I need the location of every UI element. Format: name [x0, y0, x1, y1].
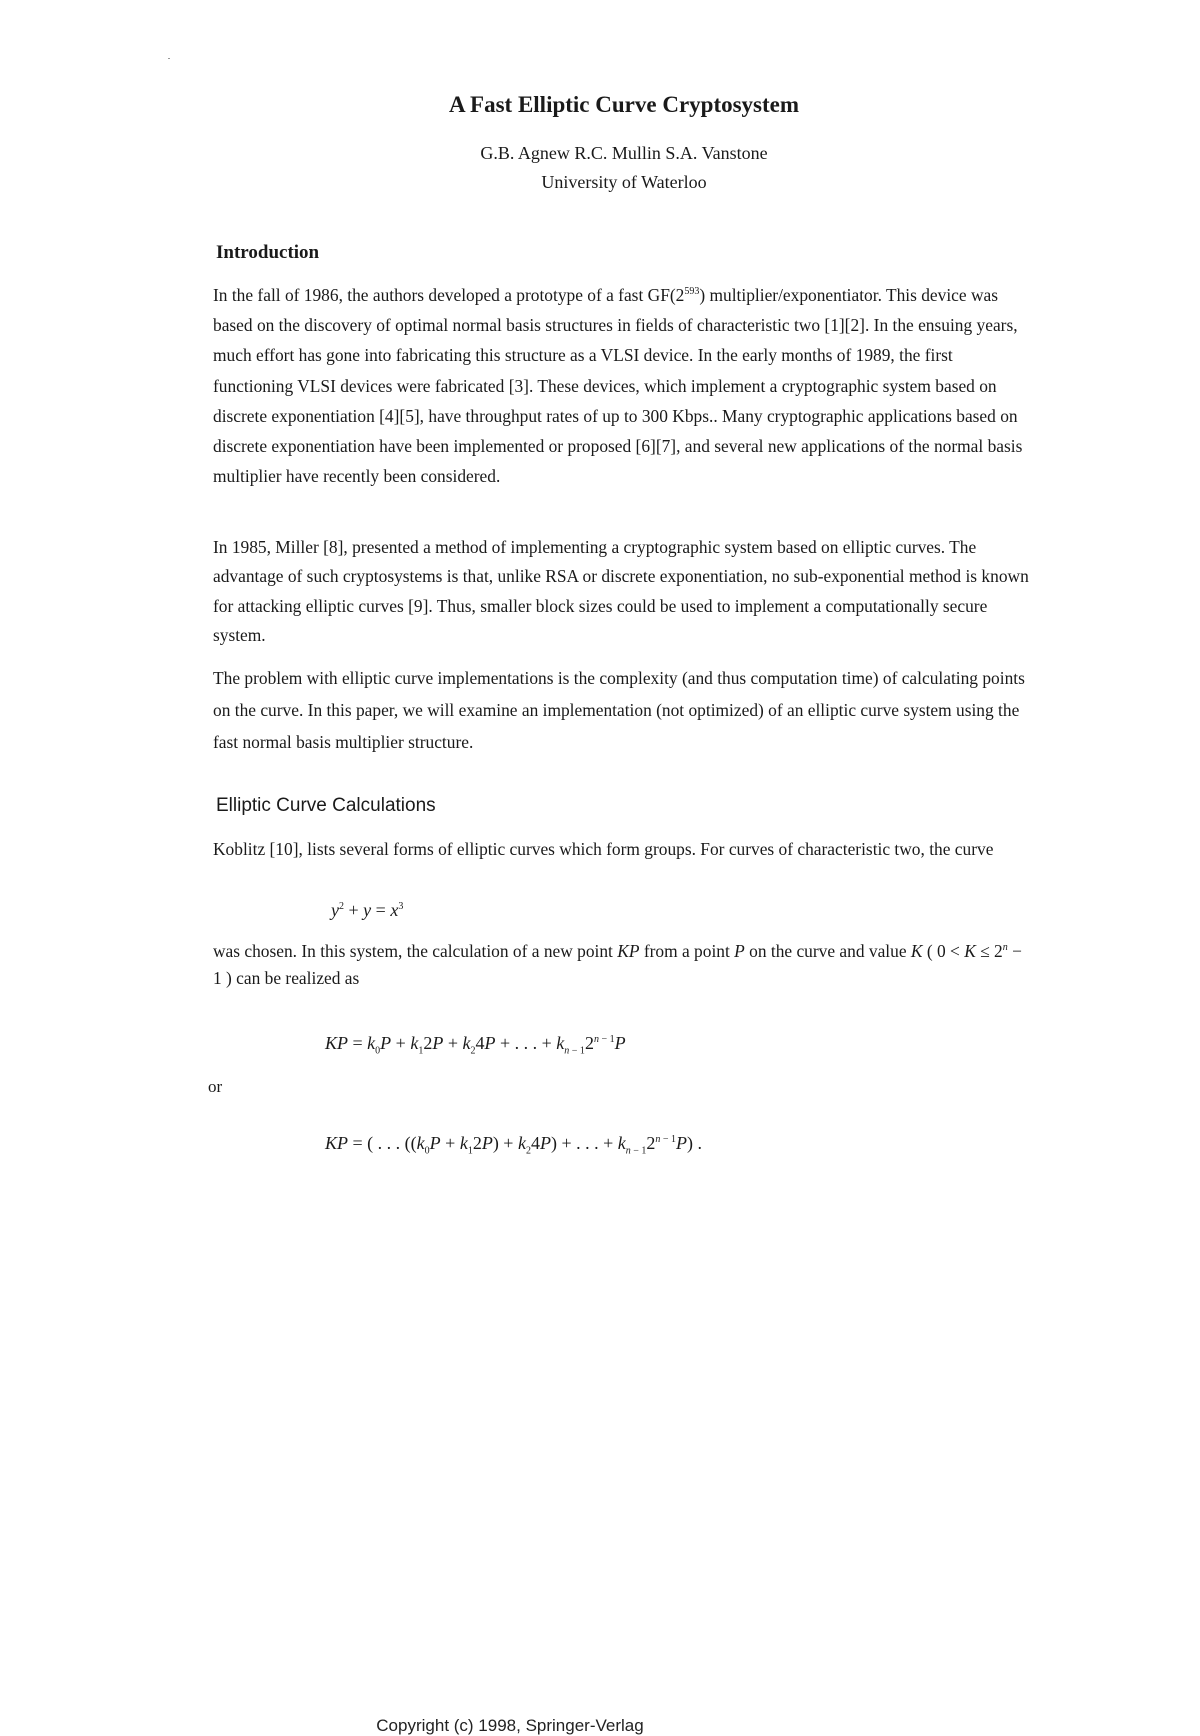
- elliptic-paragraph-2: [213, 938, 1029, 992]
- kp-equation-1: KP = $k_0P + k_12P + k_24P$ + . . . + $k_{n - 1}2^{n - 1}P$: [325, 1033, 626, 1057]
- kp-equation-2: KP = ( . . . $((k_0P + k_12P) + k_24P)$ + . . . + $k_{n - 1}2^{n - 1}P$) .: [325, 1133, 703, 1157]
- intro-p1-superscript: 593: [684, 286, 700, 298]
- ell-p2-a: was chosen. In this system, the calculation of a new point: [213, 941, 618, 961]
- elliptic-paragraph-1: Koblitz [10], lists several forms of elliptic curves which form groups. For curves of characteristic two, the curve: [213, 839, 994, 859]
- intro-paragraph-2: In 1985, Miller [8], presented a method of implementing a cryptographic system based on elliptic curves. The advantage of such cryptosystems is that, unlike RSA or discrete exponentiation, no sub-exponential method is known for attacking elliptic curves [9]. Thus, smaller block sizes could be used to implement a computationally secure system.: [213, 537, 1029, 646]
- ell-p2-d: ( 0 <: [922, 941, 965, 961]
- intro-paragraph-3: The problem with elliptic curve implementations is the complexity (and thus computation time) of calculating points on the curve. In this paper, we will examine an implementation (not optimized) of an elliptic curve system using the fast normal basis multiplier structure.: [213, 668, 1025, 752]
- intro-p1-text-b: ) multiplier/exponentiator. This device was based on the discovery of optimal normal basis structures in fields of characteristic two [1][2]. In the ensuing years, much effort has gone into fabricating this structure as a VLSI device. In the early months of 1989, the first functioning VLSI devices were fabricated [3]. These devices, which implement a cryptographic system based on discrete exponentiation [4][5], have throughput rates of up to 300 Kbps.. Many cryptographic applications based on discrete exponentiation have been implemented or proposed [6][7], and several new applications of the normal basis multiplier have recently been considered.: [213, 285, 1023, 487]
- section-heading-introduction: Introduction: [216, 242, 320, 263]
- ell-p2-b: from a point: [639, 941, 735, 961]
- paper-affiliation: University of Waterloo: [541, 172, 707, 192]
- or-word: or: [208, 1077, 223, 1096]
- ell-p2-n: n: [1002, 942, 1008, 954]
- ell-p2-f: − 1 ) can be realized as: [213, 941, 1022, 988]
- intro-paragraph-1: [213, 280, 1029, 491]
- ell-p2-k: K: [910, 941, 923, 961]
- ell-p2-kp: KP: [617, 941, 640, 961]
- intro-p1-text-a: In the fall of 1986, the authors developed a prototype of a fast GF(2: [213, 285, 685, 305]
- paper-authors: G.B. Agnew R.C. Mullin S.A. Vanstone: [480, 143, 768, 163]
- paper-title: A Fast Elliptic Curve Cryptosystem: [448, 92, 800, 117]
- copyright-footer: Copyright (c) 1998, Springer-Verlag: [376, 1716, 644, 1735]
- ell-p2-c: on the curve and value: [744, 941, 911, 961]
- ell-p2-e: ≤ 2: [975, 941, 1003, 961]
- section-heading-elliptic: Elliptic Curve Calculations: [216, 795, 436, 816]
- scan-speck: [168, 58, 170, 59]
- ell-p2-k2: K: [964, 941, 976, 961]
- ell-p2-p: P: [734, 941, 745, 961]
- curve-equation: $y^2 + y = x^3$: [331, 900, 404, 920]
